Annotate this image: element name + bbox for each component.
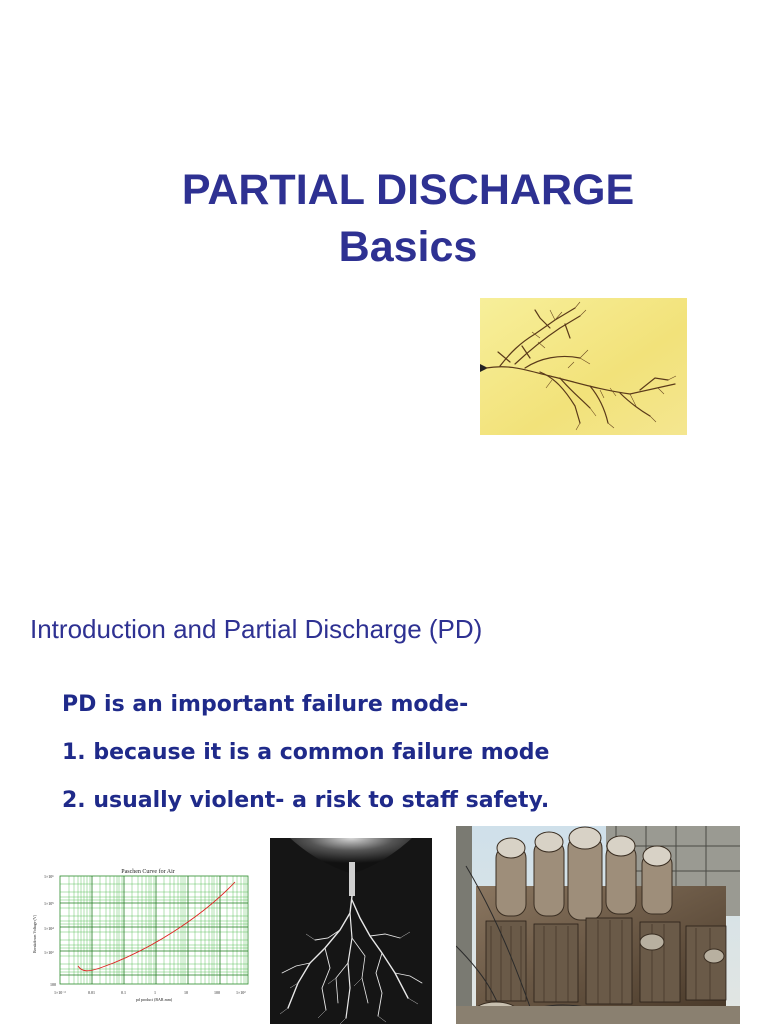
y-tick-label: 1×10⁴ (44, 926, 54, 931)
slide-title-line1: PARTIAL DISCHARGE (181, 166, 635, 214)
y-tick-label: 1×10⁵ (44, 901, 54, 906)
x-tick-label: 100 (214, 990, 220, 995)
x-tick-label: 1 (154, 990, 156, 995)
paschen-curve-chart (28, 864, 254, 1006)
x-tick-label: 10 (184, 990, 188, 995)
damaged-transformer-photo (456, 826, 740, 1024)
x-axis-label: pd product (BAR.mm) (135, 997, 173, 1002)
slide-title-line2: Basics (338, 223, 478, 271)
y-tick-label: 100 (50, 982, 56, 987)
slide-heading: Introduction and Partial Discharge (PD) (30, 614, 483, 644)
x-tick-label: 1×10³ (236, 990, 246, 995)
discharge-photo (270, 838, 432, 1024)
y-tick-label: 1×10³ (44, 950, 54, 955)
y-tick-label: 1×10⁶ (44, 874, 54, 879)
x-tick-label: 0.1 (121, 990, 126, 995)
reason-2: 2. usually violent- a risk to staff safety. (62, 788, 550, 813)
x-tick-label: 1×10⁻³ (54, 990, 66, 995)
electrical-tree-image (480, 298, 687, 435)
x-tick-label: 0.01 (88, 990, 95, 995)
chart-title: Paschen Curve for Air (121, 869, 175, 875)
pd-statement: PD is an important failure mode- (62, 692, 469, 717)
y-axis-label: Breakdown Voltage (V) (32, 914, 37, 954)
reason-1: 1. because it is a common failure mode (62, 740, 550, 765)
